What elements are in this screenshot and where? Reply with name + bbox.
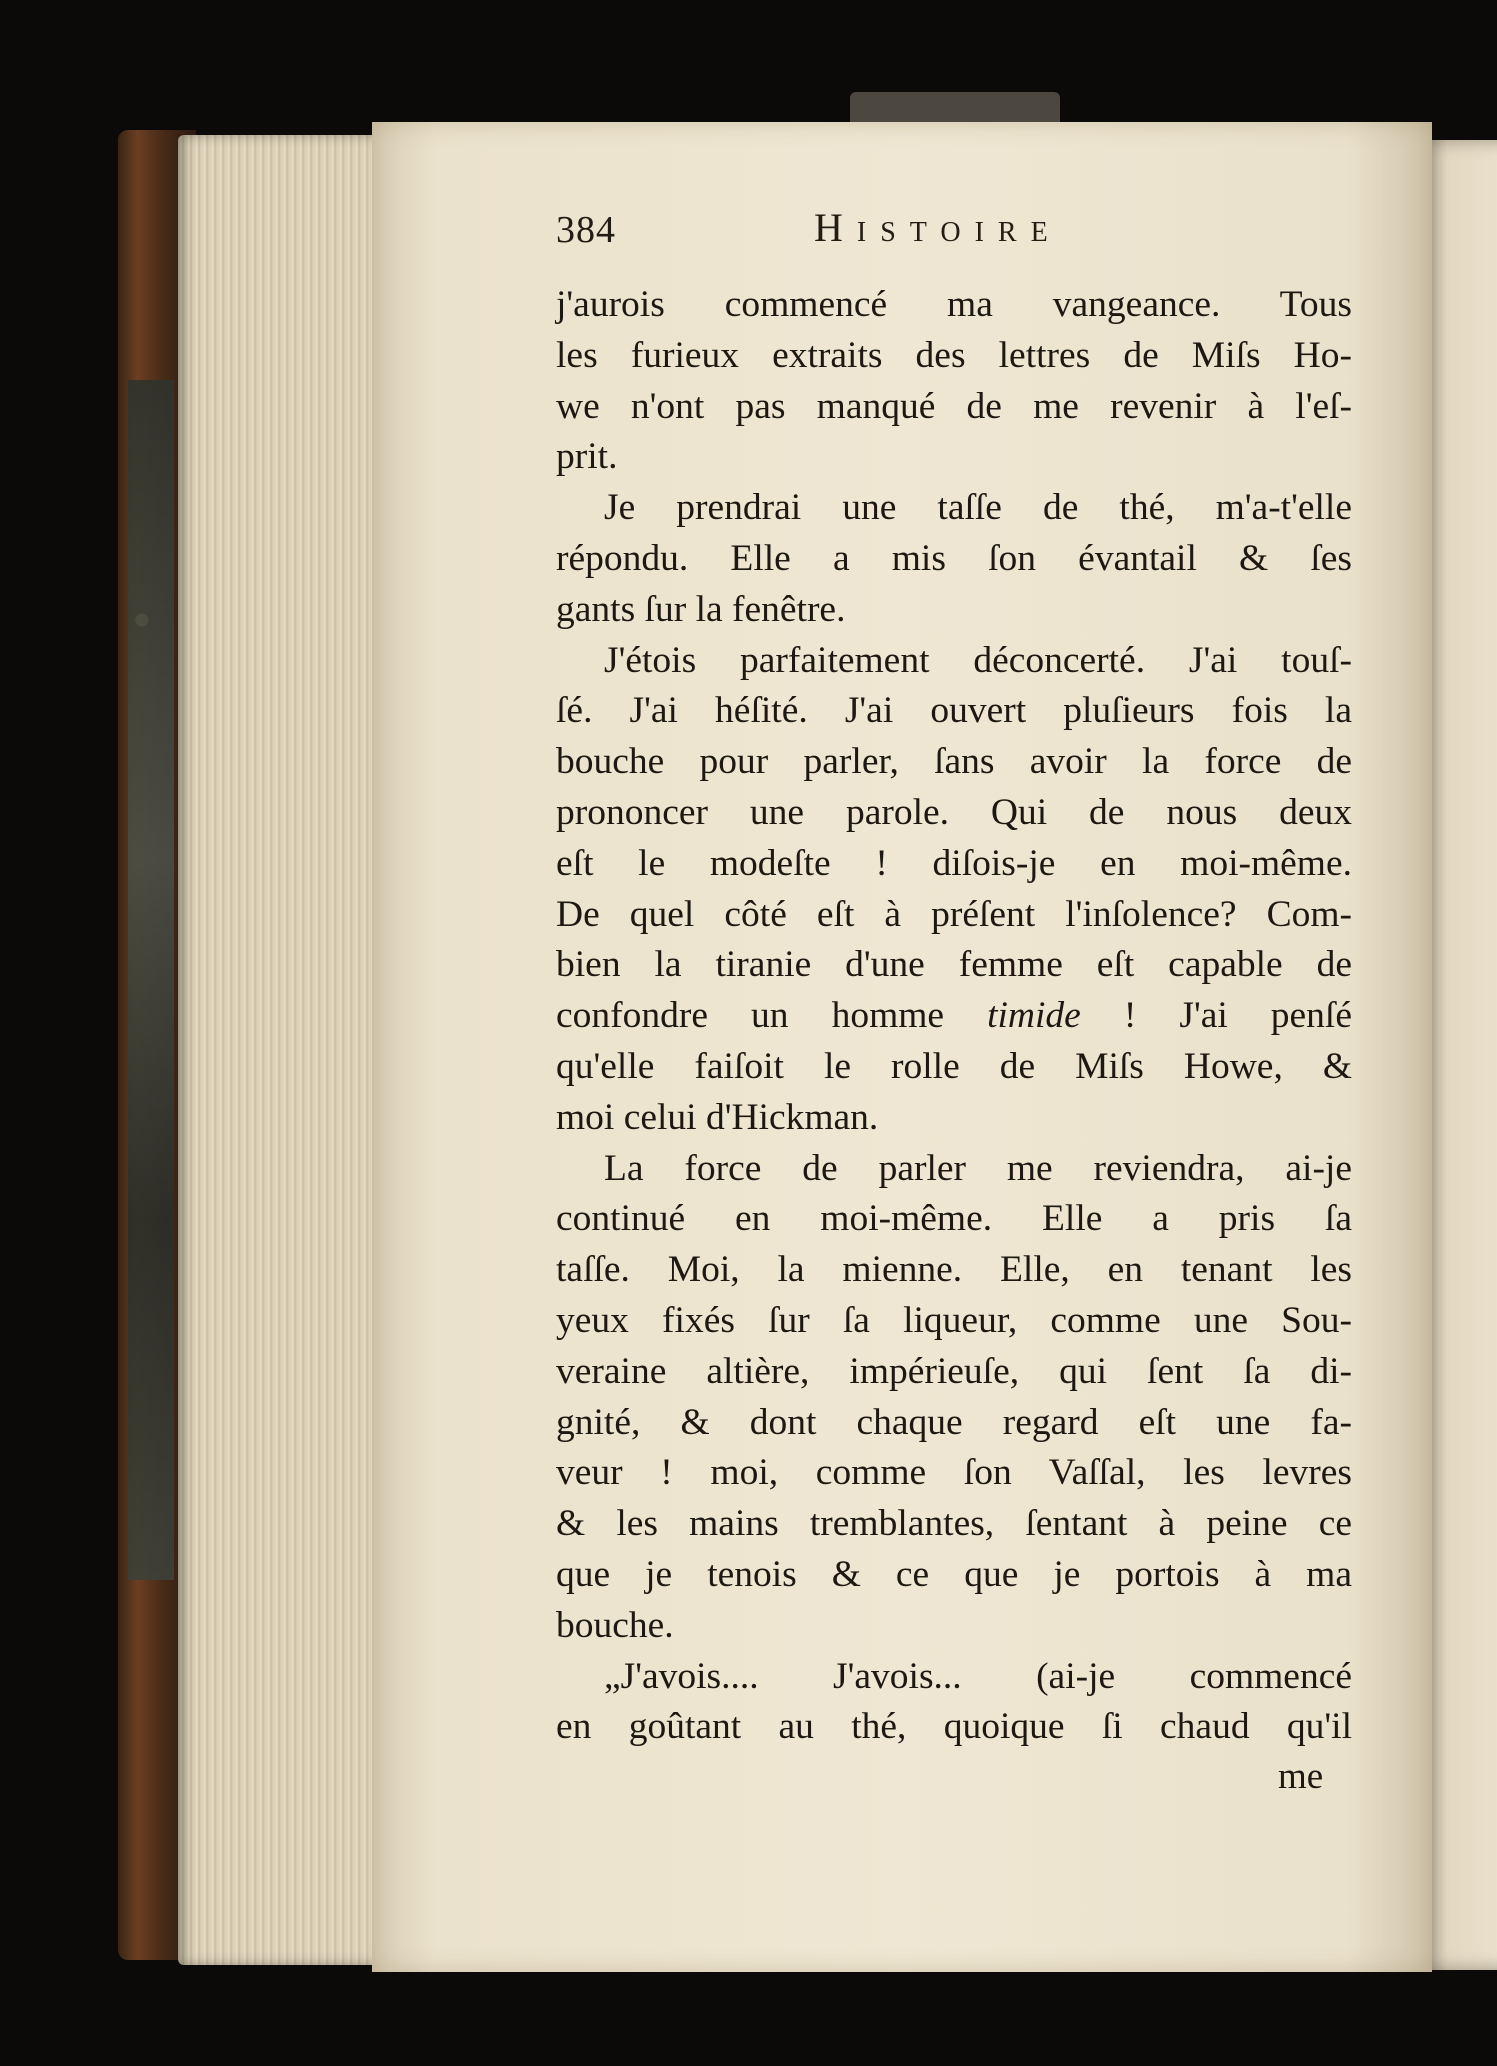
text-line: moi celui d'Hickman. (556, 1096, 879, 1138)
text-line: gnité, & dont chaque regard eſt une fa- (556, 1401, 1352, 1443)
text-line: qu'elle faiſoit le rolle de Miſs Howe, & (556, 1045, 1352, 1087)
text-line: ſé. J'ai héſité. J'ai ouvert pluſieurs fois la (556, 690, 1352, 732)
running-head: Histoire (814, 205, 1062, 250)
italic-word: timide (987, 995, 1081, 1037)
text-line: bouche. (556, 1604, 674, 1646)
page-header (556, 205, 1356, 268)
text-line: confondre un homme timide ! J'ai penſé (556, 995, 1352, 1037)
text-line: gants ſur la fenêtre. (556, 588, 846, 630)
body-text (556, 280, 1352, 1753)
marbled-board (128, 380, 174, 1580)
text-line: Je prendrai une taſſe de thé, m'a-t'elle (604, 487, 1352, 529)
text-line: prit. (556, 436, 618, 478)
text-line: J'étois parfaitement déconcerté. J'ai touſ- (604, 639, 1352, 681)
text-line: eſt le modeſte ! diſois-je en moi-même. (556, 842, 1352, 884)
page-edges (178, 135, 378, 1965)
text-line: „J'avois.... J'avois... (ai-je commencé (604, 1655, 1352, 1697)
text-line: que je tenois & ce que je portois à ma (556, 1553, 1352, 1595)
page-number: 384 (556, 209, 616, 251)
text-line: j'aurois commencé ma vangeance. Tous (556, 284, 1352, 325)
text-line: continué en moi-même. Elle a pris ſa (556, 1198, 1352, 1240)
text-line: taſſe. Moi, la mienne. Elle, en tenant les (556, 1249, 1352, 1291)
text-line: veur ! moi, comme ſon Vaſſal, les levres (556, 1452, 1352, 1494)
text-line: veraine altière, impérieuſe, qui ſent ſa di- (556, 1350, 1352, 1392)
text-line: répondu. Elle a mis ſon évantail & ſes (556, 537, 1352, 579)
text-line: en goûtant au thé, quoique ſi chaud qu'il (556, 1706, 1352, 1748)
text-line: les furieux extraits des lettres de Miſs Ho- (556, 334, 1352, 376)
text-line: De quel côté eſt à préſent l'inſolence? Com- (556, 893, 1352, 935)
text-line: we n'ont pas manqué de me revenir à l'eſ- (556, 385, 1352, 427)
text-line: bien la tiranie d'une femme eſt capable de (556, 944, 1352, 986)
text-line: prononcer une parole. Qui de nous deux (556, 791, 1352, 833)
text-line: & les mains tremblantes, ſentant à peine ce (556, 1503, 1352, 1545)
text-line: La force de parler me reviendra, ai-je (604, 1147, 1352, 1189)
catchword: me (1278, 1756, 1324, 1797)
text-line: bouche pour parler, ſans avoir la force de (556, 741, 1352, 783)
text-line: yeux fixés ſur ſa liqueur, comme une Sou- (556, 1299, 1352, 1341)
